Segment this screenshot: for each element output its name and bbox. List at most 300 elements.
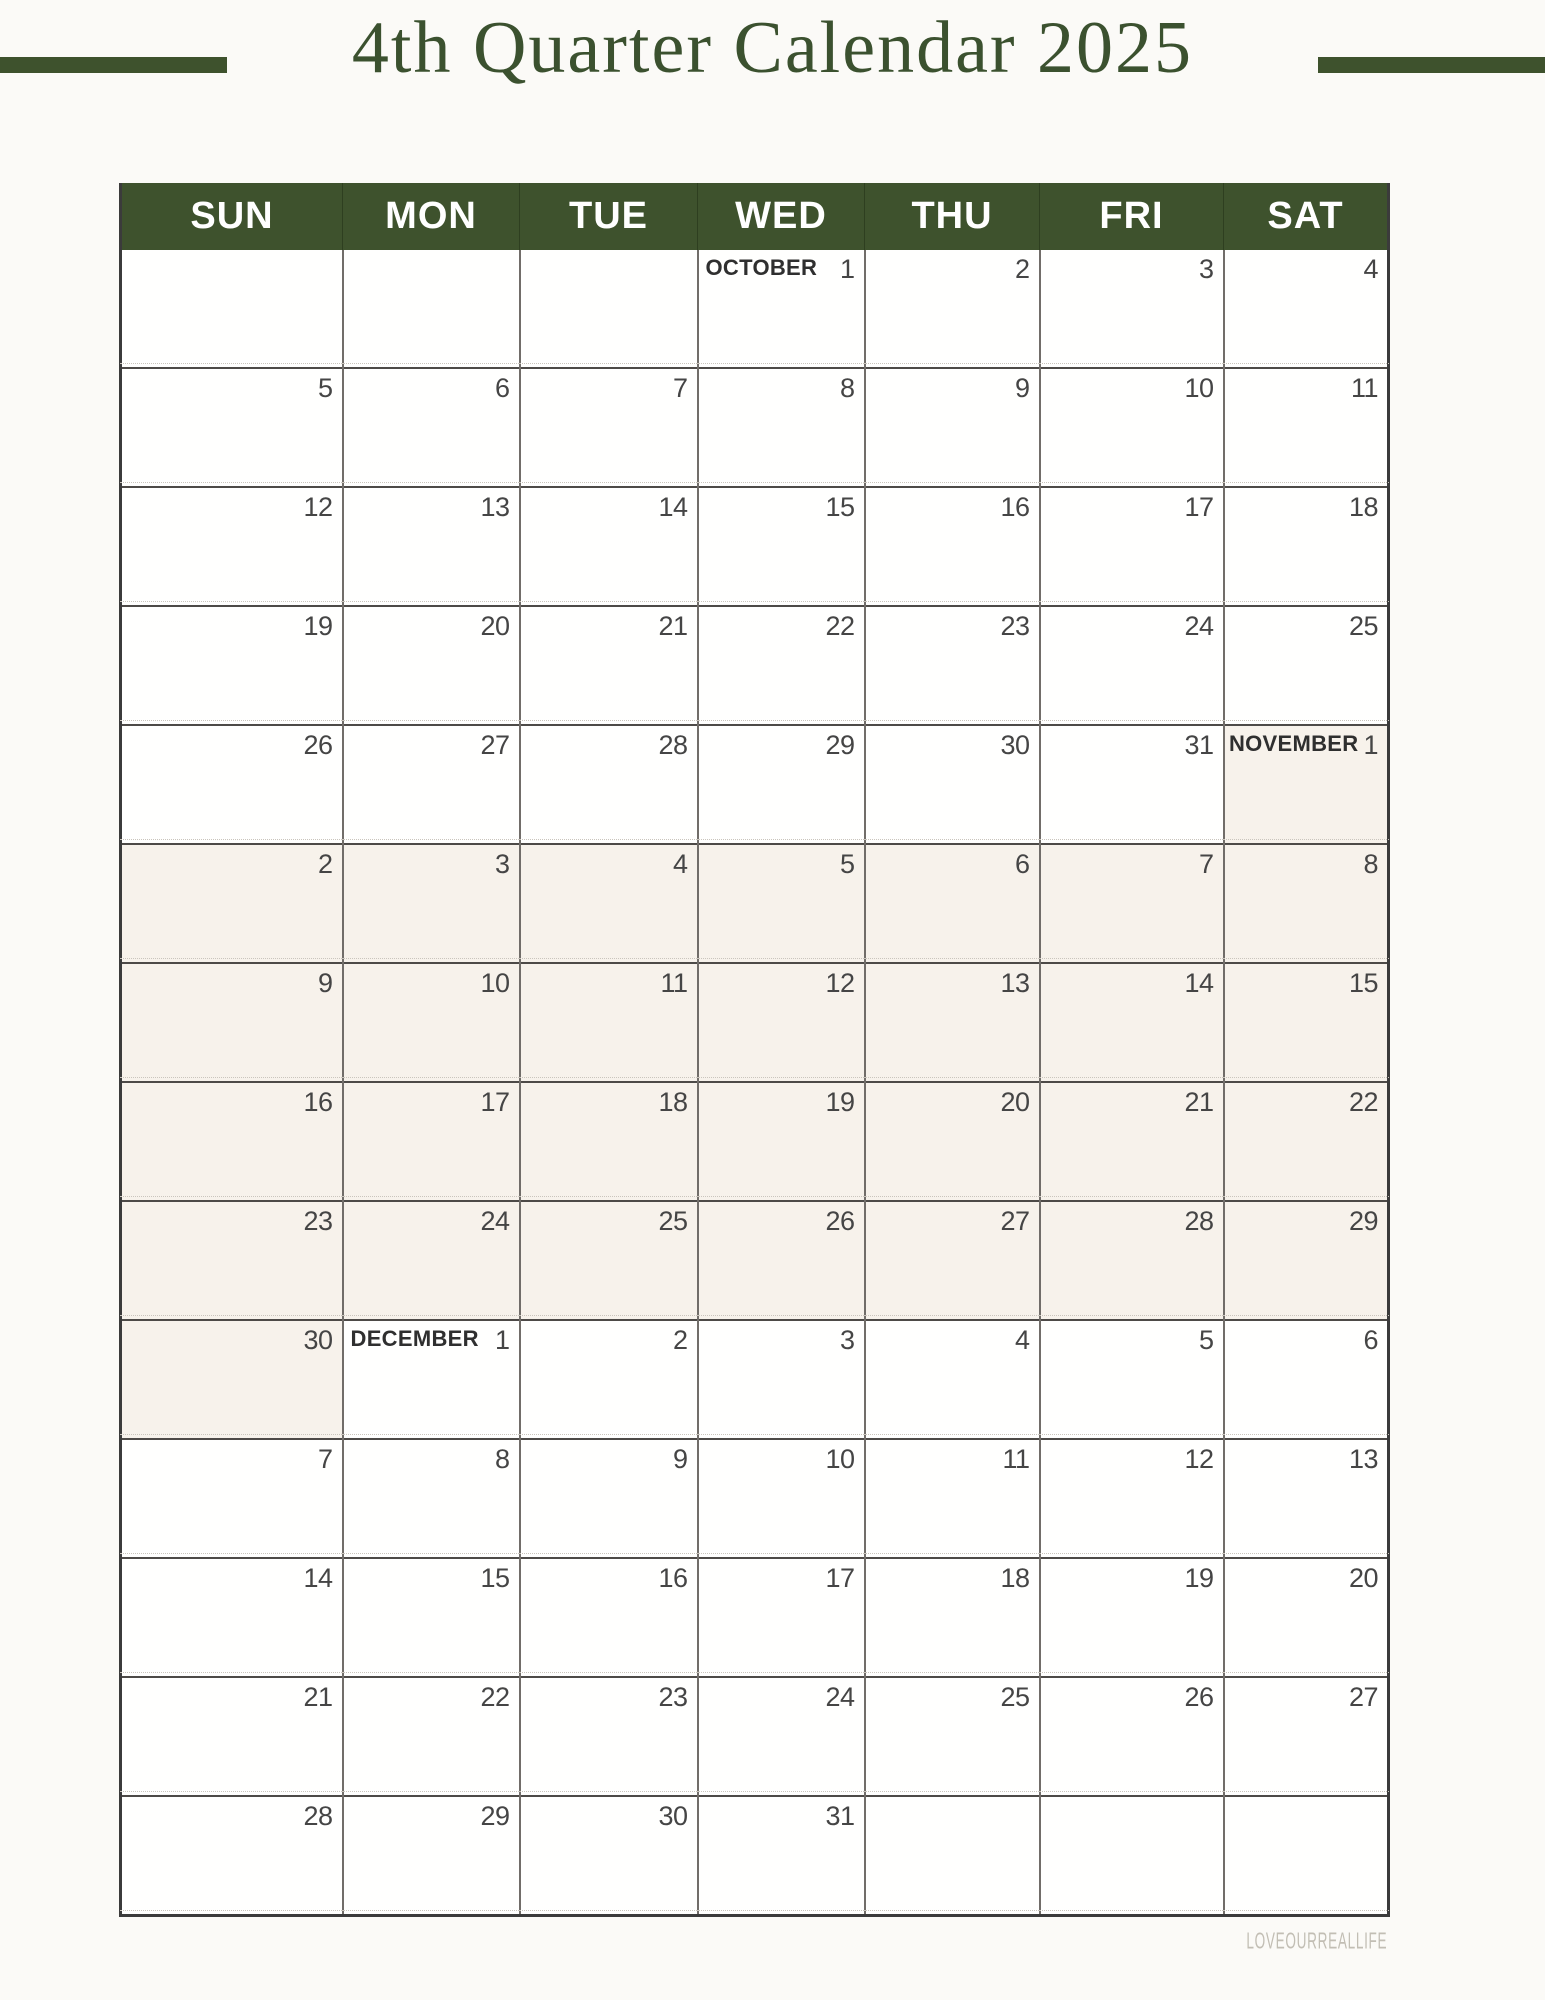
day-cell-top	[521, 845, 697, 880]
day-number: 22	[825, 611, 855, 641]
day-cell	[343, 250, 520, 368]
day-cell-top	[122, 1083, 342, 1118]
day-cell-top	[521, 369, 697, 404]
day-cell	[121, 963, 343, 1082]
day-number: 28	[303, 1801, 333, 1831]
day-number: 30	[658, 1801, 688, 1831]
weekday-label-sun: SUN	[121, 183, 343, 250]
day-cell-top	[866, 1440, 1039, 1475]
day-number: 11	[1350, 373, 1378, 403]
day-number: 14	[658, 492, 688, 522]
day-cell	[698, 1082, 865, 1201]
day-cell-top	[122, 1440, 342, 1475]
day-cell-top	[866, 1678, 1039, 1713]
day-number: 29	[480, 1801, 510, 1831]
day-cell	[865, 487, 1040, 606]
day-cell-top	[521, 1321, 697, 1356]
day-cell	[1224, 1677, 1389, 1796]
day-number: 9	[1014, 373, 1030, 403]
day-number: 24	[480, 1206, 510, 1236]
quarter-calendar-grid	[119, 183, 1390, 1917]
day-number: 13	[1348, 1444, 1378, 1474]
day-cell-top	[344, 1202, 519, 1237]
day-number: 1	[1363, 730, 1378, 760]
day-cell	[343, 1677, 520, 1796]
day-number: 31	[825, 1801, 855, 1831]
day-number: 20	[1000, 1087, 1030, 1117]
day-number: 8	[1363, 849, 1378, 879]
day-cell-top	[699, 845, 864, 880]
day-cell	[121, 725, 343, 844]
day-number: 2	[672, 1325, 688, 1355]
day-cell	[343, 487, 520, 606]
day-number: 22	[1348, 1087, 1378, 1117]
day-number: 21	[1184, 1087, 1214, 1117]
day-cell-top	[521, 1797, 697, 1832]
day-cell	[1224, 1439, 1389, 1558]
day-cell	[121, 487, 343, 606]
day-cell-top	[1225, 964, 1388, 999]
day-cell-top	[1225, 1678, 1388, 1713]
day-cell-top	[866, 250, 1039, 285]
weekday-header	[121, 183, 1389, 250]
day-number: 17	[825, 1563, 855, 1593]
day-number: 13	[480, 492, 510, 522]
day-cell-top	[1225, 1440, 1388, 1475]
day-cell-top	[521, 250, 697, 255]
day-number: 25	[1348, 611, 1378, 641]
day-cell	[520, 368, 698, 487]
week-row	[121, 606, 1389, 725]
week-row	[121, 1201, 1389, 1320]
weekday-label-sat: SAT	[1224, 183, 1389, 250]
day-cell	[1040, 1082, 1224, 1201]
day-cell-top	[866, 1083, 1039, 1118]
day-cell	[1224, 1201, 1389, 1320]
day-cell	[865, 606, 1040, 725]
day-cell	[121, 606, 343, 725]
title-rule-right	[1318, 57, 1545, 73]
day-cell	[865, 1677, 1040, 1796]
day-cell-top	[1041, 1797, 1223, 1802]
day-cell-top	[1225, 607, 1388, 642]
day-cell-top	[699, 1202, 864, 1237]
day-cell	[1040, 1677, 1224, 1796]
day-cell	[121, 1796, 343, 1916]
day-number: 15	[480, 1563, 510, 1593]
day-cell	[1224, 1082, 1389, 1201]
day-number: 25	[1000, 1682, 1030, 1712]
day-cell	[1224, 1320, 1389, 1439]
day-cell	[1224, 1796, 1389, 1916]
day-cell	[121, 844, 343, 963]
day-number: 19	[825, 1087, 855, 1117]
day-cell	[343, 1320, 520, 1439]
day-cell	[698, 844, 865, 963]
week-row	[121, 844, 1389, 963]
day-number: 19	[1184, 1563, 1214, 1593]
day-cell-top	[1041, 1678, 1223, 1713]
day-cell-top	[344, 369, 519, 404]
day-number: 23	[303, 1206, 333, 1236]
day-cell	[343, 1796, 520, 1916]
day-cell	[520, 1677, 698, 1796]
day-number: 8	[494, 1444, 510, 1474]
day-cell-top	[866, 1797, 1039, 1802]
day-cell-top	[699, 726, 864, 761]
day-cell-top	[344, 964, 519, 999]
day-cell	[1224, 368, 1389, 487]
day-number: 21	[303, 1682, 333, 1712]
day-cell-top	[1041, 1083, 1223, 1118]
weekday-header-row	[121, 183, 1389, 250]
day-cell	[1040, 1320, 1224, 1439]
day-cell	[698, 725, 865, 844]
day-cell	[698, 1439, 865, 1558]
day-number: 30	[1000, 730, 1030, 760]
day-cell	[1224, 725, 1389, 844]
day-cell-top	[699, 1559, 864, 1594]
day-cell	[520, 963, 698, 1082]
day-number: 5	[839, 849, 855, 879]
day-cell	[121, 1082, 343, 1201]
day-cell-top	[122, 369, 342, 404]
day-cell-top	[344, 845, 519, 880]
day-cell-top	[122, 1202, 342, 1237]
day-cell	[865, 844, 1040, 963]
day-cell	[865, 1201, 1040, 1320]
day-cell-top	[1041, 1440, 1223, 1475]
day-cell	[520, 1439, 698, 1558]
day-number: 9	[317, 968, 333, 998]
day-cell-top	[1041, 607, 1223, 642]
day-cell	[343, 963, 520, 1082]
day-cell-top	[1041, 964, 1223, 999]
day-number: 8	[839, 373, 855, 403]
day-number: 17	[1184, 492, 1214, 522]
day-cell-top	[521, 726, 697, 761]
day-cell	[520, 606, 698, 725]
day-cell-top	[1225, 1797, 1388, 1802]
day-number: 15	[1348, 968, 1378, 998]
day-number: 27	[1000, 1206, 1030, 1236]
day-cell	[698, 606, 865, 725]
week-row	[121, 487, 1389, 606]
page-title: 4th Quarter Calendar 2025	[351, 7, 1194, 89]
day-cell	[520, 250, 698, 368]
day-cell	[865, 963, 1040, 1082]
day-cell	[1040, 1796, 1224, 1916]
day-number: 10	[825, 1444, 855, 1474]
day-number: 3	[1198, 254, 1214, 284]
day-cell-top	[344, 1797, 519, 1832]
day-number: 5	[1198, 1325, 1214, 1355]
day-number: 7	[1198, 849, 1214, 879]
day-number: 2	[317, 849, 333, 879]
day-cell	[121, 1558, 343, 1677]
day-cell	[1040, 1439, 1224, 1558]
day-cell	[343, 1082, 520, 1201]
day-cell-top	[1041, 726, 1223, 761]
month-label: OCTOBER	[705, 255, 818, 280]
day-cell	[121, 1439, 343, 1558]
day-cell-top	[1225, 1202, 1388, 1237]
day-cell	[520, 1558, 698, 1677]
day-number: 29	[825, 730, 855, 760]
week-row	[121, 1082, 1389, 1201]
week-row	[121, 1558, 1389, 1677]
day-cell-top	[699, 488, 864, 523]
day-number: 26	[825, 1206, 855, 1236]
day-cell-top	[122, 250, 342, 255]
day-cell-top	[122, 1321, 342, 1356]
day-cell	[520, 844, 698, 963]
week-row	[121, 250, 1389, 368]
day-cell	[1224, 487, 1389, 606]
day-cell	[1040, 963, 1224, 1082]
day-number: 12	[303, 492, 333, 522]
day-cell-top	[344, 607, 519, 642]
day-cell	[343, 606, 520, 725]
weekday-label-thu: THU	[865, 183, 1040, 250]
week-row	[121, 1439, 1389, 1558]
day-number: 21	[658, 611, 688, 641]
day-cell	[698, 1558, 865, 1677]
day-cell	[1040, 844, 1224, 963]
day-number: 7	[672, 373, 688, 403]
day-cell-top	[344, 250, 519, 255]
day-cell-top	[866, 845, 1039, 880]
day-cell	[865, 250, 1040, 368]
day-cell-top	[1041, 369, 1223, 404]
day-cell	[1224, 963, 1389, 1082]
day-cell-top	[521, 964, 697, 999]
day-number: 4	[672, 849, 688, 879]
day-cell	[865, 1320, 1040, 1439]
day-cell	[1040, 725, 1224, 844]
day-cell-top	[122, 964, 342, 999]
day-number: 26	[303, 730, 333, 760]
day-number: 12	[1184, 1444, 1214, 1474]
day-cell-top	[344, 726, 519, 761]
day-number: 16	[1000, 492, 1030, 522]
day-cell-top	[1225, 369, 1388, 404]
day-cell	[1224, 250, 1389, 368]
day-cell	[343, 368, 520, 487]
day-cell	[520, 1082, 698, 1201]
day-cell	[865, 1796, 1040, 1916]
weekday-label-fri: FRI	[1040, 183, 1224, 250]
day-cell	[698, 368, 865, 487]
day-cell-top	[122, 488, 342, 523]
day-cell	[698, 487, 865, 606]
day-number: 7	[317, 1444, 333, 1474]
day-number: 16	[658, 1563, 688, 1593]
day-cell	[343, 1558, 520, 1677]
day-number: 28	[658, 730, 688, 760]
day-cell	[1040, 1558, 1224, 1677]
day-cell-top	[1041, 1321, 1223, 1356]
day-number: 2	[1014, 254, 1030, 284]
day-number: 27	[480, 730, 510, 760]
day-cell-top	[521, 1083, 697, 1118]
day-cell-top	[699, 369, 864, 404]
day-cell	[343, 1201, 520, 1320]
day-cell	[865, 368, 1040, 487]
day-number: 6	[1014, 849, 1030, 879]
day-cell	[865, 1558, 1040, 1677]
week-row	[121, 1320, 1389, 1439]
day-number: 23	[1000, 611, 1030, 641]
day-number: 4	[1363, 254, 1378, 284]
day-number: 10	[480, 968, 510, 998]
day-number: 23	[658, 1682, 688, 1712]
day-cell-top	[699, 1440, 864, 1475]
weekday-label-tue: TUE	[520, 183, 698, 250]
day-number: 27	[1348, 1682, 1378, 1712]
day-cell	[1040, 1201, 1224, 1320]
day-cell-top	[699, 1321, 864, 1356]
day-number: 30	[303, 1325, 333, 1355]
day-cell	[343, 844, 520, 963]
day-cell-top	[1041, 1559, 1223, 1594]
day-number: 15	[825, 492, 855, 522]
day-number: 6	[494, 373, 510, 403]
day-cell	[121, 368, 343, 487]
day-cell-top	[699, 1797, 864, 1832]
day-cell-top	[1041, 1202, 1223, 1237]
day-number: 10	[1184, 373, 1214, 403]
day-number: 11	[1002, 1444, 1030, 1474]
day-cell	[1040, 606, 1224, 725]
day-cell-top	[1041, 250, 1223, 285]
day-cell-top	[122, 845, 342, 880]
day-number: 18	[658, 1087, 688, 1117]
day-cell	[1224, 1558, 1389, 1677]
day-cell-top	[866, 1559, 1039, 1594]
day-cell-top	[1225, 488, 1388, 523]
day-cell	[698, 1320, 865, 1439]
day-cell	[520, 725, 698, 844]
day-cell	[520, 487, 698, 606]
day-number: 28	[1184, 1206, 1214, 1236]
day-number: 20	[480, 611, 510, 641]
day-cell-top	[122, 1678, 342, 1713]
day-cell-top	[344, 1440, 519, 1475]
week-row	[121, 725, 1389, 844]
day-cell-top	[521, 1440, 697, 1475]
day-cell-top	[866, 726, 1039, 761]
day-cell-top	[521, 488, 697, 523]
day-cell-top	[699, 1678, 864, 1713]
day-cell-top	[1041, 488, 1223, 523]
day-cell-top	[344, 1559, 519, 1594]
day-cell	[1040, 250, 1224, 368]
day-cell	[1040, 487, 1224, 606]
day-number: 12	[825, 968, 855, 998]
day-cell-top	[344, 1321, 519, 1356]
day-cell-top	[699, 250, 864, 285]
day-cell-top	[1041, 845, 1223, 880]
day-number: 26	[1184, 1682, 1214, 1712]
week-row	[121, 1677, 1389, 1796]
day-cell	[865, 725, 1040, 844]
day-number: 18	[1348, 492, 1378, 522]
day-cell-top	[866, 1321, 1039, 1356]
day-number: 14	[303, 1563, 333, 1593]
day-cell-top	[521, 1678, 697, 1713]
day-number: 17	[480, 1087, 510, 1117]
day-cell-top	[866, 1202, 1039, 1237]
day-number: 20	[1348, 1563, 1378, 1593]
day-cell-top	[122, 726, 342, 761]
week-row	[121, 1796, 1389, 1916]
day-cell-top	[866, 607, 1039, 642]
day-cell	[698, 1201, 865, 1320]
day-cell-top	[866, 964, 1039, 999]
day-cell-top	[344, 488, 519, 523]
day-number: 6	[1363, 1325, 1378, 1355]
day-cell	[121, 1677, 343, 1796]
day-number: 22	[480, 1682, 510, 1712]
day-cell	[1040, 368, 1224, 487]
day-number: 29	[1348, 1206, 1378, 1236]
day-number: 1	[839, 254, 855, 284]
day-cell	[121, 250, 343, 368]
day-number: 13	[1000, 968, 1030, 998]
day-cell	[343, 1439, 520, 1558]
day-number: 14	[1184, 968, 1214, 998]
day-cell	[865, 1439, 1040, 1558]
day-cell-top	[344, 1083, 519, 1118]
masthead	[0, 0, 1545, 183]
day-number: 11	[660, 968, 688, 998]
day-cell-top	[1225, 1083, 1388, 1118]
day-number: 16	[303, 1087, 333, 1117]
month-label: DECEMBER	[350, 1326, 479, 1351]
day-cell-top	[521, 1559, 697, 1594]
day-cell-top	[1225, 726, 1388, 761]
watermark-text: LOVEOURREALLIFE	[1246, 1929, 1387, 1955]
day-number: 4	[1014, 1325, 1030, 1355]
weekday-label-wed: WED	[698, 183, 865, 250]
day-cell	[698, 963, 865, 1082]
day-cell	[121, 1320, 343, 1439]
day-cell	[698, 250, 865, 368]
week-row	[121, 368, 1389, 487]
day-cell-top	[122, 1559, 342, 1594]
day-number: 31	[1184, 730, 1214, 760]
day-cell-top	[1225, 845, 1388, 880]
day-cell-top	[866, 369, 1039, 404]
day-cell-top	[699, 607, 864, 642]
day-cell-top	[1225, 1559, 1388, 1594]
day-cell-top	[521, 1202, 697, 1237]
day-cell	[121, 1201, 343, 1320]
day-number: 3	[494, 849, 510, 879]
day-number: 1	[494, 1325, 510, 1355]
day-number: 24	[825, 1682, 855, 1712]
day-number: 19	[303, 611, 333, 641]
day-cell-top	[122, 607, 342, 642]
day-cell-top	[699, 964, 864, 999]
day-number: 24	[1184, 611, 1214, 641]
day-number: 9	[672, 1444, 688, 1474]
day-cell-top	[344, 1678, 519, 1713]
day-cell	[1224, 844, 1389, 963]
day-cell-top	[1225, 250, 1388, 285]
day-cell-top	[866, 488, 1039, 523]
